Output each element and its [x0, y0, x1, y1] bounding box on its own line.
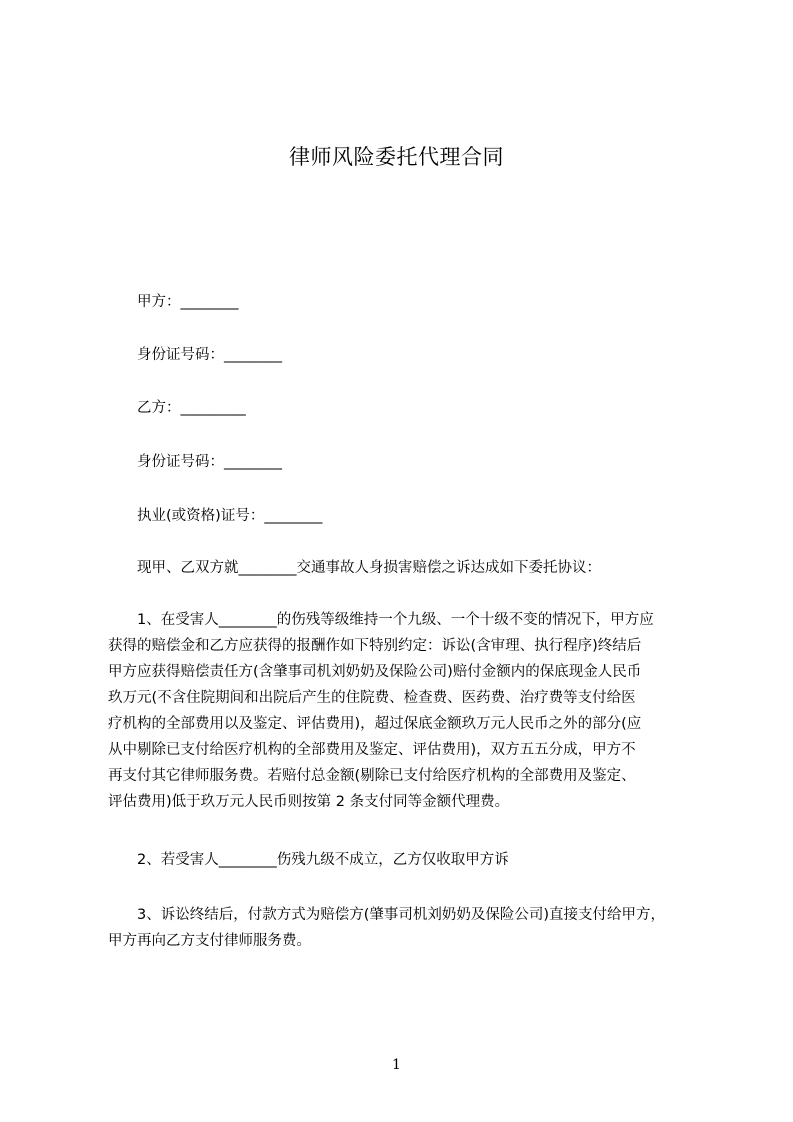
clause-3-line: 甲方再向乙方支付律师服务费。: [108, 933, 311, 949]
party-b-id-number-field: 身份证号码：________: [137, 454, 282, 470]
clause-1-line: 评估费用)低于玖万元人民币则按第 2 条支付同等金额代理费。: [108, 794, 510, 810]
agreement-intro: 现甲、乙双方就________交通事故人身损害赔偿之诉达成如下委托协议：: [137, 560, 601, 576]
clause-1-line: 甲方应获得赔偿责任方(含肇事司机刘奶奶及保险公司)赔付金额内的保底现金人民币: [108, 664, 642, 680]
clause-2: 2、若受害人________伤残九级不成立，乙方仅收取甲方诉: [137, 852, 509, 868]
document-title: 律师风险委托代理合同: [289, 145, 504, 169]
party-b-field: 乙方：_________: [137, 400, 246, 416]
clause-1-line: 疗机构的全部费用以及鉴定、评估费用)，超过保底金额玖万元人民币之外的部分(应: [108, 716, 642, 732]
clause-1-line: 获得的赔偿金和乙方应获得的报酬作如下特别约定：诉讼(含审理、执行程序)终结后: [108, 638, 642, 654]
clause-1-line: 1、在受害人________的伤残等级维持一个九级、一个十级不变的情况下，甲方应: [137, 612, 654, 628]
clause-3-line: 3、诉讼终结后，付款方式为赔偿方(肇事司机刘奶奶及保险公司)直接支付给甲方，: [137, 907, 666, 923]
page-number: 1: [392, 1057, 401, 1073]
party-a-field: 甲方：________: [137, 294, 239, 310]
party-a-id-number-field: 身份证号码：________: [137, 347, 282, 363]
license-number-field: 执业(或资格)证号：________: [137, 508, 323, 524]
clause-1-line: 从中剔除已支付给医疗机构的全部费用及鉴定、评估费用)，双方五五分成，甲方不: [108, 742, 636, 758]
clause-1-line: 玖万元(不含住院期间和出院后产生的住院费、检查费、医药费、治疗费等支付给医: [108, 690, 636, 706]
clause-1-line: 再支付其它律师服务费。若赔付总金额(剔除已支付给医疗机构的全部费用及鉴定、: [108, 768, 636, 784]
